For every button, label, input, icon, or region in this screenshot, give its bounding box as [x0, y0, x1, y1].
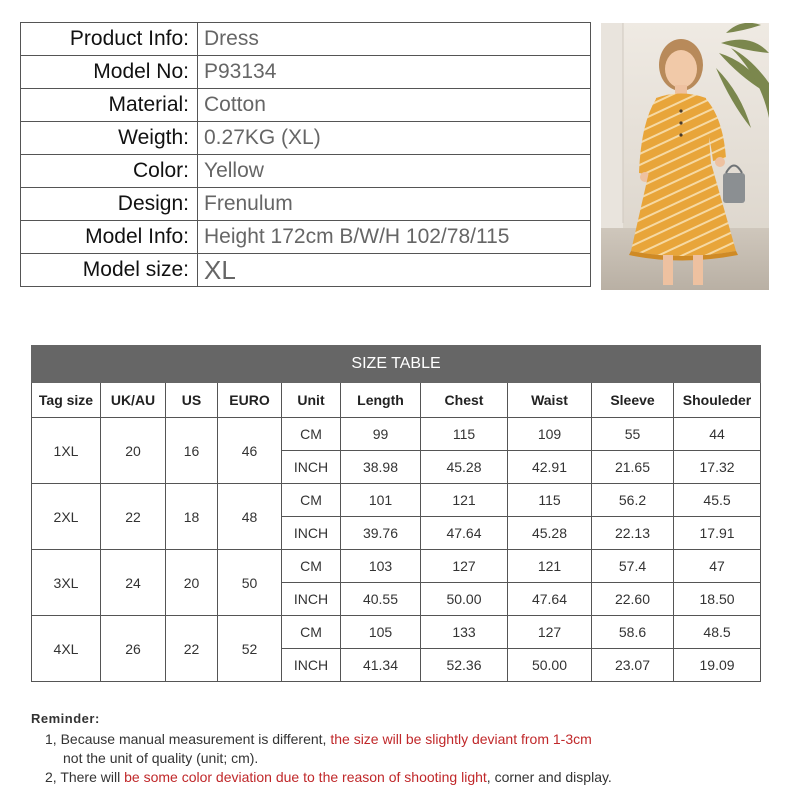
waist-cell: 45.28	[508, 517, 592, 550]
chest-cell: 115	[421, 418, 508, 451]
length-cell: 39.76	[341, 517, 421, 550]
unit-cell: INCH	[282, 451, 341, 484]
info-label: Model size:	[21, 254, 198, 287]
size-table	[31, 345, 761, 682]
euro-cell: 48	[218, 484, 282, 550]
chest-cell: 50.00	[421, 583, 508, 616]
unit-cell: CM	[282, 616, 341, 649]
info-value: Yellow	[198, 155, 591, 188]
reminder-line-2	[31, 768, 771, 787]
info-value: Dress	[198, 23, 591, 56]
reminder-line-2-highlight: be some color deviation due to the reason of shooting light	[124, 769, 487, 785]
info-label: Weigth:	[21, 122, 198, 155]
unit-cell: CM	[282, 484, 341, 517]
length-cell: 99	[341, 418, 421, 451]
reminder-line-1	[31, 730, 771, 749]
table-row	[32, 418, 761, 451]
header-shoulder: Shouleder	[674, 383, 761, 418]
info-label: Model No:	[21, 56, 198, 89]
info-label: Model Info:	[21, 221, 198, 254]
header-sleeve: Sleeve	[592, 383, 674, 418]
info-value: Cotton	[198, 89, 591, 122]
header-us: US	[166, 383, 218, 418]
header-length: Length	[341, 383, 421, 418]
unit-cell: CM	[282, 418, 341, 451]
info-row-model-size	[21, 254, 591, 287]
sleeve-cell: 55	[592, 418, 674, 451]
sleeve-cell: 58.6	[592, 616, 674, 649]
shoulder-cell: 48.5	[674, 616, 761, 649]
reminder-line-1-continued: not the unit of quality (unit; cm).	[63, 750, 259, 766]
length-cell: 41.34	[341, 649, 421, 682]
length-cell: 40.55	[341, 583, 421, 616]
euro-cell: 46	[218, 418, 282, 484]
waist-cell: 50.00	[508, 649, 592, 682]
shoulder-cell: 17.32	[674, 451, 761, 484]
info-value: 0.27KG (XL)	[198, 122, 591, 155]
header-tag-size: Tag size	[32, 383, 101, 418]
model-photo	[601, 23, 769, 290]
us-cell: 16	[166, 418, 218, 484]
shoulder-cell: 47	[674, 550, 761, 583]
info-row-model-no	[21, 56, 591, 89]
shoulder-cell: 17.91	[674, 517, 761, 550]
info-value: XL	[198, 254, 591, 287]
us-cell: 18	[166, 484, 218, 550]
sleeve-cell: 22.13	[592, 517, 674, 550]
sleeve-cell: 22.60	[592, 583, 674, 616]
length-cell: 105	[341, 616, 421, 649]
euro-cell: 50	[218, 550, 282, 616]
tag-size-cell: 4XL	[32, 616, 101, 682]
length-cell: 101	[341, 484, 421, 517]
reminder-line-1-prefix: 1, Because manual measurement is different,	[45, 731, 331, 747]
info-value: P93134	[198, 56, 591, 89]
unit-cell: CM	[282, 550, 341, 583]
reminder-title: Reminder:	[31, 711, 100, 726]
chest-cell: 133	[421, 616, 508, 649]
chest-cell: 45.28	[421, 451, 508, 484]
us-cell: 20	[166, 550, 218, 616]
header-waist: Waist	[508, 383, 592, 418]
chest-cell: 127	[421, 550, 508, 583]
header-chest: Chest	[421, 383, 508, 418]
header-uk-au: UK/AU	[101, 383, 166, 418]
uk-au-cell: 26	[101, 616, 166, 682]
tag-size-cell: 3XL	[32, 550, 101, 616]
product-info-table	[20, 22, 591, 287]
chest-cell: 121	[421, 484, 508, 517]
header-euro: EURO	[218, 383, 282, 418]
info-label: Color:	[21, 155, 198, 188]
header-unit: Unit	[282, 383, 341, 418]
shoulder-cell: 18.50	[674, 583, 761, 616]
uk-au-cell: 22	[101, 484, 166, 550]
table-row	[32, 616, 761, 649]
shoulder-cell: 19.09	[674, 649, 761, 682]
info-label: Design:	[21, 188, 198, 221]
uk-au-cell: 20	[101, 418, 166, 484]
waist-cell: 47.64	[508, 583, 592, 616]
size-table-title-row	[32, 346, 761, 383]
size-table-title: SIZE TABLE	[32, 346, 761, 383]
chest-cell: 52.36	[421, 649, 508, 682]
chest-cell: 47.64	[421, 517, 508, 550]
model-photo-illustration	[601, 23, 769, 290]
euro-cell: 52	[218, 616, 282, 682]
info-label: Material:	[21, 89, 198, 122]
sleeve-cell: 23.07	[592, 649, 674, 682]
info-label: Product Info:	[21, 23, 198, 56]
sleeve-cell: 21.65	[592, 451, 674, 484]
info-row-model-info	[21, 221, 591, 254]
shoulder-cell: 45.5	[674, 484, 761, 517]
table-row	[32, 484, 761, 517]
tag-size-cell: 2XL	[32, 484, 101, 550]
info-row-color	[21, 155, 591, 188]
tag-size-cell: 1XL	[32, 418, 101, 484]
unit-cell: INCH	[282, 649, 341, 682]
waist-cell: 115	[508, 484, 592, 517]
info-row-product	[21, 23, 591, 56]
reminder-line-2-suffix: , corner and display.	[486, 769, 612, 785]
waist-cell: 109	[508, 418, 592, 451]
reminder-line-1-highlight: the size will be slightly deviant from 1-3cm	[330, 731, 592, 747]
us-cell: 22	[166, 616, 218, 682]
sleeve-cell: 57.4	[592, 550, 674, 583]
length-cell: 103	[341, 550, 421, 583]
table-row	[32, 550, 761, 583]
waist-cell: 121	[508, 550, 592, 583]
info-value: Frenulum	[198, 188, 591, 221]
sleeve-cell: 56.2	[592, 484, 674, 517]
info-row-material	[21, 89, 591, 122]
waist-cell: 42.91	[508, 451, 592, 484]
info-row-design	[21, 188, 591, 221]
uk-au-cell: 24	[101, 550, 166, 616]
size-table-header-row	[32, 383, 761, 418]
shoulder-cell: 44	[674, 418, 761, 451]
unit-cell: INCH	[282, 583, 341, 616]
length-cell: 38.98	[341, 451, 421, 484]
waist-cell: 127	[508, 616, 592, 649]
reminder-section	[31, 711, 771, 787]
info-value: Height 172cm B/W/H 102/78/115	[198, 221, 591, 254]
unit-cell: INCH	[282, 517, 341, 550]
reminder-line-2-prefix: 2, There will	[45, 769, 125, 785]
info-row-weight	[21, 122, 591, 155]
